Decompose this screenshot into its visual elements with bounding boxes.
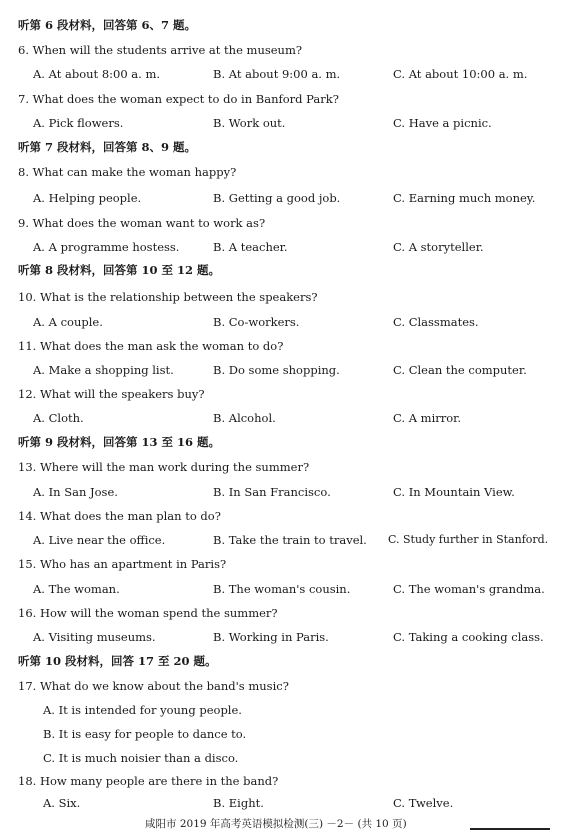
option-18-c: C. Twelve. — [393, 796, 454, 810]
option-14-b: B. Take the train to travel. — [213, 533, 367, 547]
question-11: 11. What does the man ask the woman to do? — [18, 339, 284, 353]
option-13-b: B. In San Francisco. — [213, 485, 331, 499]
option-8-c: C. Earning much money. — [393, 191, 536, 205]
question-10: 10. What is the relationship between the speakers? — [18, 290, 318, 304]
question-7: 7. What does the woman expect to do in Banford Park? — [18, 92, 339, 106]
footer-rule — [470, 828, 550, 830]
question-12: 12. What will the speakers buy? — [18, 387, 205, 401]
option-6-b: B. At about 9:00 a. m. — [213, 67, 341, 81]
question-15: 15. Who has an apartment in Paris? — [18, 557, 227, 571]
section-heading-7: 听第 7 段材料，回答第 8、9 题。 — [18, 140, 197, 154]
option-11-b: B. Do some shopping. — [213, 363, 340, 377]
option-9-c: C. A storyteller. — [393, 240, 484, 254]
option-11-a: A. Make a shopping list. — [33, 363, 174, 377]
option-6-a: A. At about 8:00 a. m. — [33, 67, 161, 81]
option-15-c: C. The woman's grandma. — [393, 582, 545, 596]
option-8-b: B. Getting a good job. — [213, 191, 341, 205]
option-9-a: A. A programme hostess. — [33, 240, 180, 254]
option-14-c: C. Study further in Stanford. — [388, 533, 549, 546]
option-17-c: C. It is much noisier than a disco. — [43, 751, 239, 765]
question-8: 8. What can make the woman happy? — [18, 165, 237, 179]
option-12-b: B. Alcohol. — [213, 411, 276, 425]
option-12-c: C. A mirror. — [393, 411, 462, 425]
option-15-b: B. The woman's cousin. — [213, 582, 351, 596]
option-8-a: A. Helping people. — [33, 191, 142, 205]
option-18-b: B. Eight. — [213, 796, 264, 810]
option-15-a: A. The woman. — [33, 582, 120, 596]
question-14: 14. What does the man plan to do? — [18, 509, 221, 523]
option-17-a: A. It is intended for young people. — [43, 703, 242, 717]
option-18-a: A. Six. — [43, 796, 81, 810]
section-heading-6: 听第 6 段材料，回答第 6、7 题。 — [18, 18, 197, 32]
section-heading-9: 听第 9 段材料，回答第 13 至 16 题。 — [18, 435, 221, 449]
section-heading-8: 听第 8 段材料，回答第 10 至 12 题。 — [18, 263, 221, 277]
page-footer: 咸阳市 2019 年高考英语模拟检测(三) －2－ (共 10 页) — [145, 818, 407, 830]
option-10-c: C. Classmates. — [393, 315, 479, 329]
option-7-c: C. Have a picnic. — [393, 116, 492, 130]
option-16-c: C. Taking a cooking class. — [393, 630, 544, 644]
option-13-c: C. In Mountain View. — [393, 485, 515, 499]
option-16-b: B. Working in Paris. — [213, 630, 329, 644]
option-16-a: A. Visiting museums. — [33, 630, 156, 644]
question-9: 9. What does the woman want to work as? — [18, 216, 266, 230]
option-10-a: A. A couple. — [33, 315, 103, 329]
option-13-a: A. In San Jose. — [33, 485, 118, 499]
option-7-a: A. Pick flowers. — [33, 116, 124, 130]
question-16: 16. How will the woman spend the summer? — [18, 606, 278, 620]
option-6-c: C. At about 10:00 a. m. — [393, 67, 528, 81]
option-10-b: B. Co-workers. — [213, 315, 300, 329]
option-17-b: B. It is easy for people to dance to. — [43, 727, 247, 741]
question-13: 13. Where will the man work during the summer? — [18, 460, 310, 474]
option-12-a: A. Cloth. — [33, 411, 84, 425]
option-9-b: B. A teacher. — [213, 240, 288, 254]
option-14-a: A. Live near the office. — [33, 533, 166, 547]
question-18: 18. How many people are there in the band? — [18, 774, 279, 788]
option-11-c: C. Clean the computer. — [393, 363, 527, 377]
question-17: 17. What do we know about the band's music? — [18, 679, 289, 693]
question-6: 6. When will the students arrive at the museum? — [18, 43, 303, 57]
option-7-b: B. Work out. — [213, 116, 286, 130]
section-heading-10: 听第 10 段材料，回答 17 至 20 题。 — [18, 654, 217, 668]
